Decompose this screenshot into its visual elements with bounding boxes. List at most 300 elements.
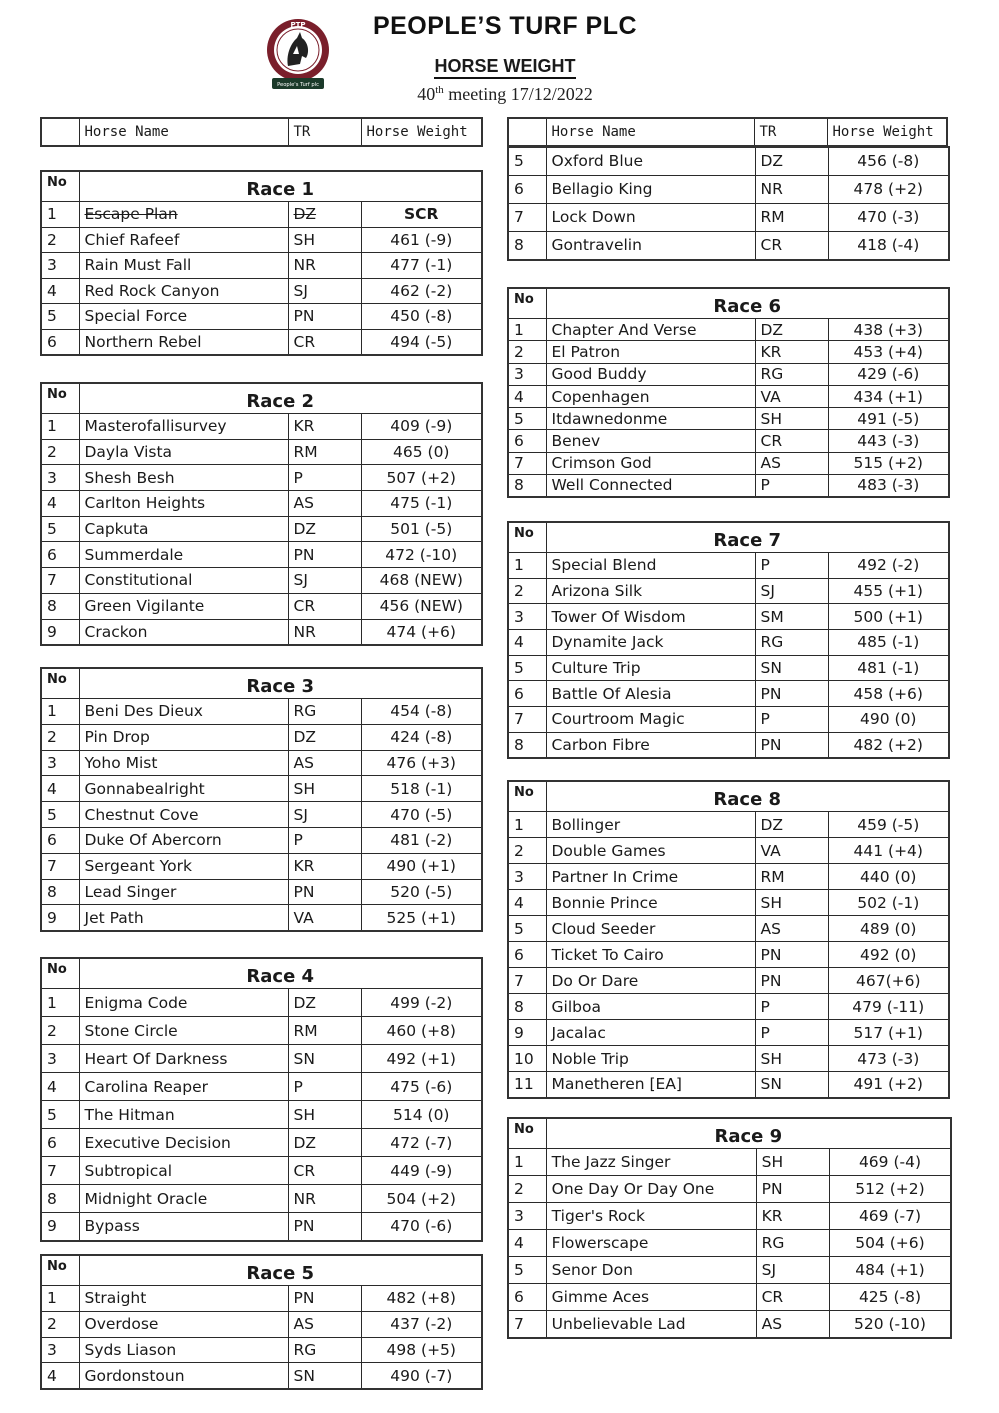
horse-weight: 443 (-3) bbox=[828, 430, 949, 452]
horse-weight: 475 (-6) bbox=[361, 1073, 482, 1101]
runner-number: 4 bbox=[41, 491, 79, 517]
horse-name: Straight bbox=[79, 1286, 288, 1312]
trainer-code: DZ bbox=[755, 147, 828, 175]
trainer-code: DZ bbox=[288, 1129, 361, 1157]
table-row bbox=[508, 994, 949, 1020]
table-row bbox=[508, 732, 949, 758]
horse-weight: 455 (+1) bbox=[828, 578, 949, 604]
table-row bbox=[508, 681, 949, 707]
table-row bbox=[508, 147, 949, 175]
table-row bbox=[41, 1101, 482, 1129]
horse-weight: 491 (-5) bbox=[828, 408, 949, 430]
table-row bbox=[41, 1073, 482, 1101]
horse-name: Stone Circle bbox=[79, 1017, 288, 1045]
table-row bbox=[41, 491, 482, 517]
horse-weight: 469 (-4) bbox=[829, 1149, 951, 1176]
trainer-code: SH bbox=[755, 890, 828, 916]
runner-number: 4 bbox=[41, 278, 79, 304]
trainer-code: AS bbox=[755, 916, 828, 942]
table-row bbox=[41, 439, 482, 465]
horse-weight: 472 (-10) bbox=[361, 542, 482, 568]
table-row bbox=[41, 1157, 482, 1185]
runner-number: 3 bbox=[41, 465, 79, 491]
runner-number: 3 bbox=[41, 1045, 79, 1073]
horse-weight: 450 (-8) bbox=[361, 304, 482, 330]
horse-name: Itdawnedonme bbox=[546, 408, 755, 430]
horse-weight: 475 (-1) bbox=[361, 491, 482, 517]
horse-weight: 470 (-3) bbox=[828, 203, 949, 231]
runner-number: 3 bbox=[41, 750, 79, 776]
horse-name: Capkuta bbox=[79, 516, 288, 542]
trainer-code: AS bbox=[288, 491, 361, 517]
horse-weight: SCR bbox=[361, 202, 482, 228]
horse-name: Enigma Code bbox=[79, 989, 288, 1017]
trainer-code: CR bbox=[755, 232, 828, 260]
col-horse-weight: Horse Weight bbox=[361, 118, 482, 146]
race-table bbox=[507, 146, 950, 261]
trainer-code: RG bbox=[755, 630, 828, 656]
table-row bbox=[508, 475, 949, 497]
horse-name: Do Or Dare bbox=[546, 968, 755, 994]
runner-number: 1 bbox=[41, 1286, 79, 1312]
runner-number: 8 bbox=[41, 593, 79, 619]
runner-number: 5 bbox=[508, 147, 546, 175]
trainer-code: PN bbox=[288, 1213, 361, 1241]
trainer-code: RG bbox=[288, 699, 361, 725]
race-title: Race 8 bbox=[546, 781, 949, 812]
table-row bbox=[508, 707, 949, 733]
horse-weight: 424 (-8) bbox=[361, 724, 482, 750]
trainer-code: RM bbox=[288, 1017, 361, 1045]
horse-weight: 462 (-2) bbox=[361, 278, 482, 304]
horse-weight: 449 (-9) bbox=[361, 1157, 482, 1185]
horse-weight: 453 (+4) bbox=[828, 341, 949, 363]
horse-name: Partner In Crime bbox=[546, 864, 755, 890]
table-row bbox=[41, 1185, 482, 1213]
horse-name: Northern Rebel bbox=[79, 329, 288, 355]
race-table bbox=[507, 1117, 952, 1339]
horse-weight: 468 (NEW) bbox=[361, 568, 482, 594]
horse-name: Copenhagen bbox=[546, 385, 755, 407]
horse-weight: 489 (0) bbox=[828, 916, 949, 942]
horse-weight: 492 (0) bbox=[828, 942, 949, 968]
trainer-code: SH bbox=[756, 1149, 829, 1176]
table-row bbox=[508, 1149, 951, 1176]
runner-number: 9 bbox=[41, 1213, 79, 1241]
trainer-code: AS bbox=[756, 1311, 829, 1338]
table-row bbox=[508, 1284, 951, 1311]
no-header: No bbox=[41, 668, 79, 699]
table-row bbox=[41, 593, 482, 619]
trainer-code: NR bbox=[288, 253, 361, 279]
trainer-code: SJ bbox=[756, 1257, 829, 1284]
no-header: No bbox=[508, 781, 546, 812]
runner-number: 1 bbox=[508, 319, 546, 341]
runner-number: 6 bbox=[41, 827, 79, 853]
trainer-code: RG bbox=[288, 1337, 361, 1363]
svg-text:People's Turf plc: People's Turf plc bbox=[277, 82, 319, 88]
runner-number: 9 bbox=[508, 1020, 546, 1046]
horse-name: Senor Don bbox=[546, 1257, 756, 1284]
horse-weight: 492 (-2) bbox=[828, 553, 949, 579]
horse-weight: 477 (-1) bbox=[361, 253, 482, 279]
trainer-code: P bbox=[755, 707, 828, 733]
table-row bbox=[41, 1129, 482, 1157]
runner-number: 6 bbox=[508, 1284, 546, 1311]
horse-name: Manetheren [EA] bbox=[546, 1072, 755, 1098]
trainer-code: NR bbox=[755, 175, 828, 203]
runner-number: 4 bbox=[41, 1363, 79, 1389]
table-row bbox=[41, 568, 482, 594]
runner-number: 3 bbox=[508, 864, 546, 890]
runner-number: 1 bbox=[41, 989, 79, 1017]
horse-weight: 525 (+1) bbox=[361, 905, 482, 931]
horse-weight: 498 (+5) bbox=[361, 1337, 482, 1363]
runner-number: 1 bbox=[508, 553, 546, 579]
runner-number: 5 bbox=[508, 916, 546, 942]
trainer-code: AS bbox=[755, 452, 828, 474]
table-row bbox=[41, 1363, 482, 1389]
table-row bbox=[508, 812, 949, 838]
horse-name: Arizona Silk bbox=[546, 578, 755, 604]
table-row bbox=[508, 1176, 951, 1203]
horse-name: Red Rock Canyon bbox=[79, 278, 288, 304]
trainer-code: CR bbox=[288, 1157, 361, 1185]
horse-name: Culture Trip bbox=[546, 655, 755, 681]
horse-weight: 481 (-1) bbox=[828, 655, 949, 681]
horse-weight: 467(+6) bbox=[828, 968, 949, 994]
horse-weight: 504 (+6) bbox=[829, 1230, 951, 1257]
table-row bbox=[508, 630, 949, 656]
horse-weight: 472 (-7) bbox=[361, 1129, 482, 1157]
table-row bbox=[508, 385, 949, 407]
runner-number: 7 bbox=[508, 707, 546, 733]
trainer-code: SH bbox=[288, 227, 361, 253]
trainer-code: P bbox=[288, 465, 361, 491]
trainer-code: SN bbox=[288, 1045, 361, 1073]
horse-weight: 425 (-8) bbox=[829, 1284, 951, 1311]
trainer-code: DZ bbox=[288, 724, 361, 750]
horse-weight: 485 (-1) bbox=[828, 630, 949, 656]
no-header: No bbox=[41, 171, 79, 202]
horse-weight: 418 (-4) bbox=[828, 232, 949, 260]
trainer-code: PN bbox=[288, 542, 361, 568]
col-horse-name: Horse Name bbox=[546, 118, 754, 146]
runner-number: 1 bbox=[508, 812, 546, 838]
runner-number: 4 bbox=[41, 1073, 79, 1101]
horse-name: Double Games bbox=[546, 838, 755, 864]
table-row bbox=[508, 1203, 951, 1230]
table-row bbox=[41, 802, 482, 828]
horse-name: Lock Down bbox=[546, 203, 755, 231]
horse-weight: 520 (-10) bbox=[829, 1311, 951, 1338]
horse-name: One Day Or Day One bbox=[546, 1176, 756, 1203]
runner-number: 2 bbox=[508, 578, 546, 604]
horse-weight: 483 (-3) bbox=[828, 475, 949, 497]
runner-number: 4 bbox=[508, 385, 546, 407]
table-row bbox=[41, 1213, 482, 1241]
runner-number: 2 bbox=[41, 724, 79, 750]
trainer-code: PN bbox=[755, 968, 828, 994]
trainer-code: RM bbox=[755, 203, 828, 231]
horse-weight: 474 (+6) bbox=[361, 619, 482, 645]
horse-weight: 434 (+1) bbox=[828, 385, 949, 407]
horse-name: Heart Of Darkness bbox=[79, 1045, 288, 1073]
meeting-line bbox=[330, 84, 680, 105]
runner-number: 8 bbox=[508, 732, 546, 758]
horse-name: Summerdale bbox=[79, 542, 288, 568]
horse-weight: 492 (+1) bbox=[361, 1045, 482, 1073]
horse-name: Ticket To Cairo bbox=[546, 942, 755, 968]
horse-name: Good Buddy bbox=[546, 363, 755, 385]
horse-weight: 441 (+4) bbox=[828, 838, 949, 864]
table-row bbox=[508, 319, 949, 341]
runner-number: 6 bbox=[508, 681, 546, 707]
horse-name: Rain Must Fall bbox=[79, 253, 288, 279]
document-title-text: HORSE WEIGHT bbox=[434, 56, 575, 79]
trainer-code: DZ bbox=[288, 202, 361, 228]
table-row bbox=[41, 853, 482, 879]
runner-number: 7 bbox=[41, 1157, 79, 1185]
horse-name: Chief Rafeef bbox=[79, 227, 288, 253]
table-row bbox=[41, 516, 482, 542]
runner-number: 4 bbox=[508, 630, 546, 656]
table-row bbox=[508, 341, 949, 363]
table-row bbox=[41, 278, 482, 304]
horse-name: Subtropical bbox=[79, 1157, 288, 1185]
table-row bbox=[508, 175, 949, 203]
trainer-code: DZ bbox=[288, 516, 361, 542]
horse-weight: 520 (-5) bbox=[361, 879, 482, 905]
horse-name: Unbelievable Lad bbox=[546, 1311, 756, 1338]
horse-name: Green Vigilante bbox=[79, 593, 288, 619]
table-row bbox=[508, 232, 949, 260]
trainer-code: DZ bbox=[755, 812, 828, 838]
column-header-right bbox=[507, 117, 948, 147]
horse-name: Lead Singer bbox=[79, 879, 288, 905]
no-header: No bbox=[508, 1118, 546, 1149]
runner-number: 6 bbox=[508, 175, 546, 203]
trainer-code: NR bbox=[288, 619, 361, 645]
trainer-code: PN bbox=[288, 879, 361, 905]
horse-name: Courtroom Magic bbox=[546, 707, 755, 733]
race-title: Race 9 bbox=[546, 1118, 951, 1149]
trainer-code: DZ bbox=[755, 319, 828, 341]
company-name: PEOPLE’S TURF PLC bbox=[372, 12, 638, 40]
horse-weight: 460 (+8) bbox=[361, 1017, 482, 1045]
runner-number: 1 bbox=[41, 414, 79, 440]
trainer-code: SN bbox=[755, 655, 828, 681]
trainer-code: SH bbox=[288, 1101, 361, 1129]
horse-weight: 437 (-2) bbox=[361, 1311, 482, 1337]
table-row bbox=[508, 1020, 949, 1046]
horse-name: Dayla Vista bbox=[79, 439, 288, 465]
trainer-code: KR bbox=[756, 1203, 829, 1230]
trainer-code: PN bbox=[288, 304, 361, 330]
horse-name: Pin Drop bbox=[79, 724, 288, 750]
horse-weight: 454 (-8) bbox=[361, 699, 482, 725]
runner-number: 7 bbox=[508, 1311, 546, 1338]
runner-number: 6 bbox=[508, 942, 546, 968]
trainer-code: KR bbox=[288, 853, 361, 879]
table-row bbox=[41, 1017, 482, 1045]
table-row bbox=[41, 227, 482, 253]
race-table bbox=[40, 667, 483, 932]
runner-number: 4 bbox=[41, 776, 79, 802]
table-row bbox=[41, 619, 482, 645]
trainer-code: SH bbox=[288, 776, 361, 802]
race-table bbox=[40, 382, 483, 646]
runner-number: 3 bbox=[508, 363, 546, 385]
runner-number: 4 bbox=[508, 1230, 546, 1257]
trainer-code: P bbox=[755, 553, 828, 579]
horse-weight: 429 (-6) bbox=[828, 363, 949, 385]
table-row bbox=[508, 890, 949, 916]
horse-name: El Patron bbox=[546, 341, 755, 363]
table-row bbox=[41, 905, 482, 931]
horse-name: Duke Of Abercorn bbox=[79, 827, 288, 853]
horse-name: Noble Trip bbox=[546, 1046, 755, 1072]
table-row bbox=[41, 542, 482, 568]
table-row bbox=[41, 1311, 482, 1337]
runner-number: 1 bbox=[508, 1149, 546, 1176]
runner-number: 10 bbox=[508, 1046, 546, 1072]
runner-number: 1 bbox=[41, 699, 79, 725]
horse-name: Overdose bbox=[79, 1311, 288, 1337]
horse-weight: 458 (+6) bbox=[828, 681, 949, 707]
horse-name: Constitutional bbox=[79, 568, 288, 594]
trainer-code: SN bbox=[288, 1363, 361, 1389]
horse-weight: 514 (0) bbox=[361, 1101, 482, 1129]
table-row bbox=[508, 1046, 949, 1072]
horse-weight: 512 (+2) bbox=[829, 1176, 951, 1203]
horse-name: Shesh Besh bbox=[79, 465, 288, 491]
trainer-code: PN bbox=[755, 681, 828, 707]
table-row bbox=[41, 776, 482, 802]
trainer-code: P bbox=[288, 1073, 361, 1101]
horse-name: Syds Liason bbox=[79, 1337, 288, 1363]
race-title: Race 5 bbox=[79, 1255, 482, 1286]
race-title: Race 4 bbox=[79, 958, 482, 989]
trainer-code: NR bbox=[288, 1185, 361, 1213]
runner-number: 7 bbox=[508, 203, 546, 231]
horse-weight: 517 (+1) bbox=[828, 1020, 949, 1046]
table-row bbox=[41, 1337, 482, 1363]
table-row bbox=[508, 1257, 951, 1284]
table-row bbox=[41, 879, 482, 905]
race-table bbox=[40, 170, 483, 356]
race-table bbox=[40, 957, 483, 1242]
horse-name: Special Force bbox=[79, 304, 288, 330]
runner-number: 7 bbox=[508, 452, 546, 474]
horse-name: Bollinger bbox=[546, 812, 755, 838]
table-row bbox=[41, 724, 482, 750]
trainer-code: PN bbox=[755, 732, 828, 758]
col-horse-weight: Horse Weight bbox=[827, 118, 947, 146]
trainer-code: SJ bbox=[288, 568, 361, 594]
horse-weight: 515 (+2) bbox=[828, 452, 949, 474]
horse-name: Dynamite Jack bbox=[546, 630, 755, 656]
table-row bbox=[41, 1286, 482, 1312]
col-horse-name: Horse Name bbox=[79, 118, 288, 146]
horse-name: Bypass bbox=[79, 1213, 288, 1241]
table-row bbox=[508, 1230, 951, 1257]
horse-weight: 409 (-9) bbox=[361, 414, 482, 440]
horse-name: Benev bbox=[546, 430, 755, 452]
no-header: No bbox=[508, 522, 546, 553]
table-row bbox=[41, 329, 482, 355]
horse-name: Cloud Seeder bbox=[546, 916, 755, 942]
horse-name: The Jazz Singer bbox=[546, 1149, 756, 1176]
trainer-code: CR bbox=[756, 1284, 829, 1311]
table-row bbox=[508, 203, 949, 231]
horse-name: Special Blend bbox=[546, 553, 755, 579]
runner-number: 3 bbox=[508, 1203, 546, 1230]
col-tr: TR bbox=[288, 118, 361, 146]
horse-name: Escape Plan bbox=[79, 202, 288, 228]
trainer-code: RG bbox=[755, 363, 828, 385]
runner-number: 6 bbox=[508, 430, 546, 452]
trainer-code: DZ bbox=[288, 989, 361, 1017]
table-row bbox=[41, 989, 482, 1017]
trainer-code: RM bbox=[755, 864, 828, 890]
trainer-code: SN bbox=[755, 1072, 828, 1098]
horse-name: Carolina Reaper bbox=[79, 1073, 288, 1101]
race-table bbox=[507, 521, 950, 759]
trainer-code: VA bbox=[755, 838, 828, 864]
trainer-code: SJ bbox=[288, 802, 361, 828]
table-row bbox=[41, 253, 482, 279]
runner-number: 6 bbox=[41, 542, 79, 568]
horse-name: Tower Of Wisdom bbox=[546, 604, 755, 630]
runner-number: 3 bbox=[41, 1337, 79, 1363]
runner-number: 2 bbox=[41, 1311, 79, 1337]
table-row bbox=[508, 578, 949, 604]
table-row bbox=[41, 1045, 482, 1073]
table-row bbox=[508, 408, 949, 430]
runner-number: 6 bbox=[41, 329, 79, 355]
runner-number: 2 bbox=[508, 341, 546, 363]
horse-name: Gordonstoun bbox=[79, 1363, 288, 1389]
horse-name: Bellagio King bbox=[546, 175, 755, 203]
race-title: Race 7 bbox=[546, 522, 949, 553]
horse-weight: 461 (-9) bbox=[361, 227, 482, 253]
horse-name: Well Connected bbox=[546, 475, 755, 497]
trainer-code: SM bbox=[755, 604, 828, 630]
trainer-code: P bbox=[755, 1020, 828, 1046]
table-row bbox=[508, 604, 949, 630]
runner-number: 2 bbox=[41, 227, 79, 253]
horse-weight: 469 (-7) bbox=[829, 1203, 951, 1230]
runner-number: 2 bbox=[508, 838, 546, 864]
race-title: Race 2 bbox=[79, 383, 482, 414]
trainer-code: P bbox=[755, 994, 828, 1020]
trainer-code: PN bbox=[756, 1176, 829, 1203]
horse-name: Jacalac bbox=[546, 1020, 755, 1046]
table-row bbox=[508, 916, 949, 942]
horse-weight: 500 (+1) bbox=[828, 604, 949, 630]
runner-number: 11 bbox=[508, 1072, 546, 1098]
runner-number: 8 bbox=[508, 994, 546, 1020]
meeting-date: meeting 17/12/2022 bbox=[443, 84, 593, 104]
trainer-code: P bbox=[288, 827, 361, 853]
horse-weight: 482 (+2) bbox=[828, 732, 949, 758]
trainer-code: KR bbox=[755, 341, 828, 363]
table-row bbox=[508, 942, 949, 968]
runner-number: 2 bbox=[41, 1017, 79, 1045]
table-row bbox=[508, 452, 949, 474]
runner-number: 8 bbox=[41, 879, 79, 905]
